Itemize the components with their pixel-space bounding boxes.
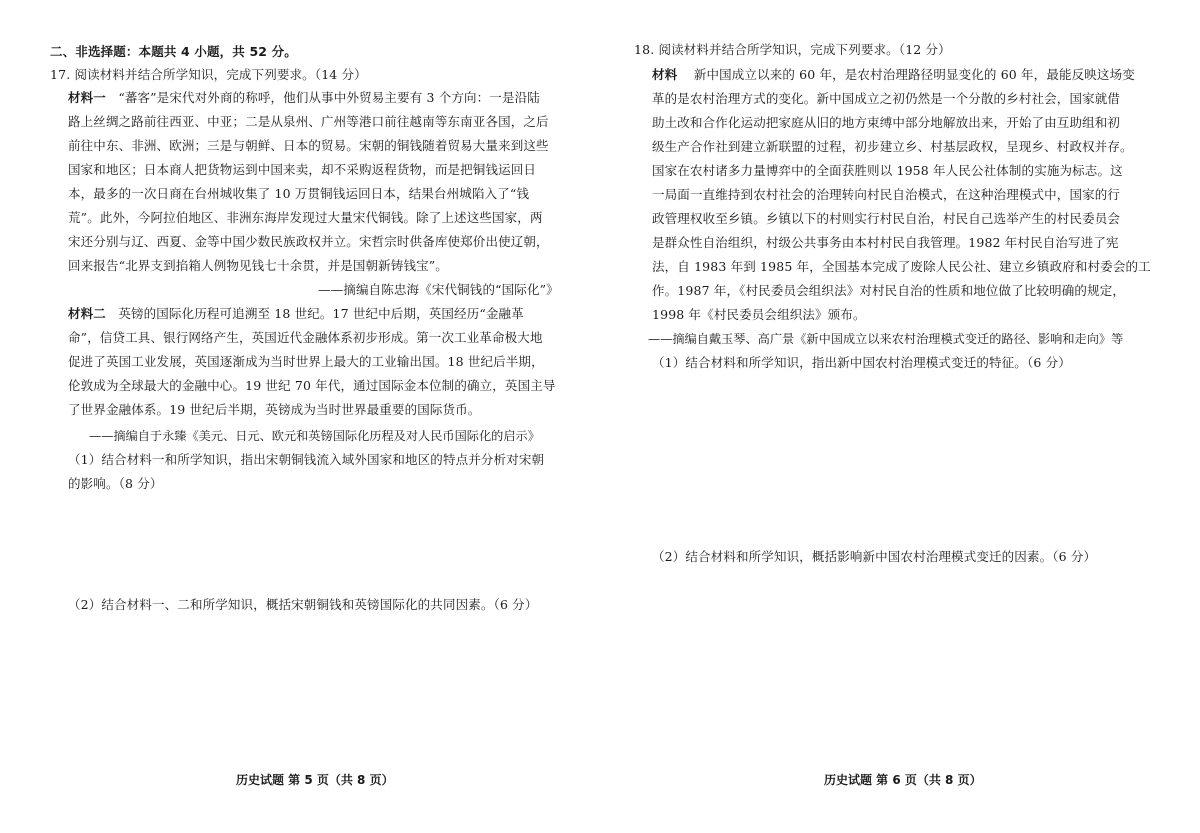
q18-material-line: 政管理权收至乡镇。乡镇以下的村则实行村民自治，村民自己选举产生的村民委员会 — [652, 211, 1121, 226]
q18-sub1: （1）结合材料和所学知识，指出新中国农村治理模式变迁的特征。（6 分） — [652, 355, 1071, 370]
q17-material1-text: “蕃客”是宋代对外商的称呼，他们从事中外贸易主要有 3 个方向：一是沿陆 — [118, 90, 540, 105]
q17-material2-source: ——摘编自于永臻《美元、日元、欧元和英镑国际化历程及对人民币国际化的启示》 — [89, 429, 540, 443]
q18-material-line: 国家在农村诸多力量博弈中的全面获胜则以 1958 年人民公社体制的实施为标志。这 — [652, 163, 1123, 178]
page-footer: 历史试题 第 5 页（共 8 页） — [236, 773, 394, 787]
q17-material1-line: 前往中东、非洲、欧洲；三是与朝鲜、日本的贸易。宋朝的铜钱随着贸易大量来到这些 — [68, 138, 549, 153]
q18-material-source: ——摘编自戴玉琴、高广景《新中国成立以来农村治理模式变迁的路径、影响和走向》等 — [648, 332, 1124, 346]
q17-material1-line — [68, 89, 540, 107]
q18-material-line: 作。1987 年，《村民委员会组织法》对村民自治的性质和地位做了比较明确的规定， — [652, 283, 1126, 298]
q18-material-line: 是群众性自治组织，村级公共事务由本村村民自我管理。1982 年村民自治写进了宪 — [652, 235, 1119, 250]
q18-material-line: 法，自 1983 年到 1985 年，全国基本完成了废除人民公社、建立乡镇政府和村委会的工 — [652, 259, 1151, 274]
q17-material1-line: 荒”。此外，今阿拉伯地区、非洲东海岸发现过大量宋代铜钱。除了上述这些国家，两 — [68, 210, 543, 225]
q18-material-line: 级生产合作社到建立新联盟的过程，初步建立乡、村基层政权，呈现乡、村政权并存。 — [652, 139, 1133, 154]
q18-material-line: 助土改和合作化运动把家庭从旧的地方束缚中部分地解放出来，开始了由互助组和初 — [652, 115, 1121, 130]
q17-sub1: （1）结合材料一和所学知识，指出宋朝铜钱流入域外国家和地区的特点并分析对宋朝 — [68, 452, 545, 467]
q17-material2-line: 了世界金融体系。19 世纪后半期，英镑成为当时世界最重要的国际货币。 — [68, 402, 481, 417]
q18-material-line: 一局面一直维持到农村社会的治理转向村民自治模式，在这种治理模式中，国家的行 — [652, 187, 1121, 202]
q17-material1-line: 宋还分别与辽、西夏、金等中国少数民族政权并立。宋哲宗时供备库使郑价出使辽朝， — [68, 234, 549, 249]
q17-material1-line: 路上丝绸之路前往西亚、中亚；二是从泉州、广州等港口前往越南等东南亚各国，之后 — [68, 114, 549, 129]
q17-stem: 17. 阅读材料并结合所学知识，完成下列要求。（14 分） — [50, 67, 367, 82]
q17-material1-line: 本，最多的一次日商在台州城收集了 10 万贯铜钱运回日本，结果台州城陷入了“钱 — [68, 186, 530, 201]
q18-material-label: 材料 — [652, 67, 678, 82]
q17-material2-line: 伦敦成为全球最大的金融中心。19 世纪 70 年代，通过国际金本位制的确立，英国主导 — [68, 378, 556, 393]
q18-material-text: 新中国成立以来的 60 年，是农村治理路径明显变化的 60 年，最能反映这场变 — [693, 67, 1135, 82]
q17-material2-text: 英镑的国际化历程可追溯至 18 世纪。17 世纪中后期，英国经历“金融革 — [118, 306, 524, 321]
q18-material-line: 革的是农村治理方式的变化。新中国成立之初仍然是一个分散的乡村社会，国家就借 — [652, 91, 1121, 106]
page-footer: 历史试题 第 6 页（共 8 页） — [824, 773, 982, 787]
q17-material1-line: 回来报告“北界支到掐箱人例物见钱七十余贯，并是国朝新铸钱宝”。 — [68, 258, 448, 273]
right-page — [600, 0, 1200, 833]
q17-material2-label: 材料二 — [68, 306, 106, 321]
q17-material1-line: 国家和地区；日本商人把货物运到中国来卖，却不采购返程货物，而是把铜钱运回日 — [68, 162, 537, 177]
q18-sub2: （2）结合材料和所学知识，概括影响新中国农村治理模式变迁的因素。（6 分） — [652, 549, 1097, 564]
section-heading: 二、非选择题：本题共 4 小题，共 52 分。 — [50, 44, 297, 59]
q17-material1-label: 材料一 — [68, 90, 106, 105]
q17-material2-line: 命”，信贷工具、银行网络产生，英国近代金融体系初步形成。第一次工业革命极大地 — [68, 330, 543, 345]
q18-material-line: 1998 年《村民委员会组织法》颁布。 — [652, 307, 866, 322]
q17-material2-line: 促进了英国工业发展，英国逐渐成为当时世界上最大的工业输出国。18 世纪后半期， — [68, 354, 544, 369]
q18-stem: 18. 阅读材料并结合所学知识，完成下列要求。（12 分） — [634, 42, 951, 57]
q17-sub1-cont: 的影响。（8 分） — [68, 476, 163, 491]
q17-sub2: （2）结合材料一、二和所学知识，概括宋朝铜钱和英镑国际化的共同因素。（6 分） — [68, 597, 538, 612]
q17-material2-line — [68, 305, 524, 323]
q17-material1-source: ——摘编自陈忠海《宋代铜钱的“国际化”》 — [318, 282, 559, 297]
q18-material-line — [652, 66, 1135, 84]
